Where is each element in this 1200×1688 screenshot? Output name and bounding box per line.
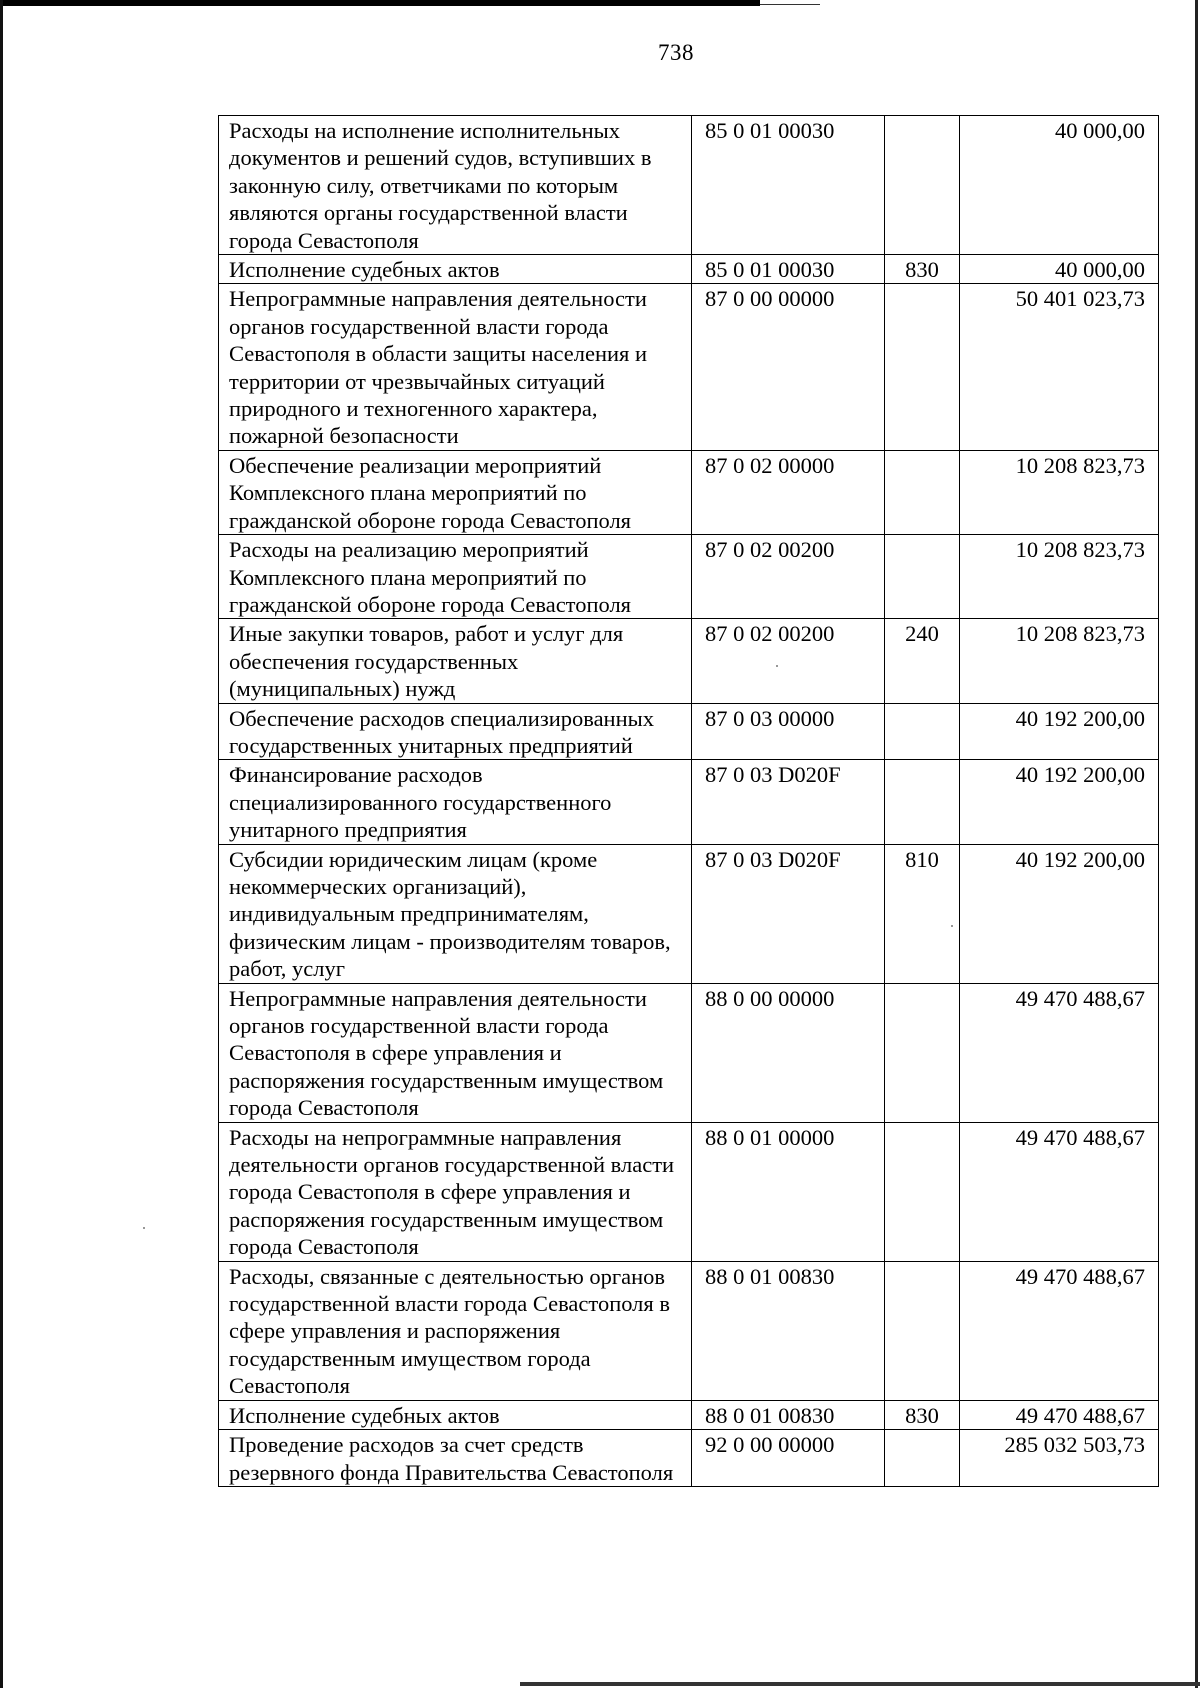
row-sum-cell: 285 032 503,73 <box>960 1430 1159 1487</box>
row-kind-cell <box>885 1122 960 1261</box>
row-name-cell: Обеспечение расходов специализированных государственных унитарных предприятий <box>219 703 692 760</box>
table-row <box>219 284 1159 450</box>
row-name-cell: Исполнение судебных актов <box>219 255 692 284</box>
row-code-cell: 87 0 03 D020F <box>692 844 885 983</box>
table-row <box>219 255 1159 284</box>
row-name-cell: Расходы, связанные с деятельностью органов государственной власти города Севастополя в сфере управления и распоряжения государственным имуществом города Севастополя <box>219 1261 692 1400</box>
row-code-cell: 87 0 00 00000 <box>692 284 885 450</box>
table-row <box>219 983 1159 1122</box>
row-kind-cell <box>885 450 960 534</box>
row-name-cell: Финансирование расходов специализированного государственного унитарного предприятия <box>219 760 692 844</box>
table-row <box>219 450 1159 534</box>
row-kind-cell <box>885 983 960 1122</box>
row-code-cell: 87 0 02 00200 <box>692 619 885 703</box>
row-sum-cell: 10 208 823,73 <box>960 450 1159 534</box>
row-sum-cell: 40 000,00 <box>960 116 1159 255</box>
row-kind-cell <box>885 535 960 619</box>
row-name-cell: Расходы на реализацию мероприятий Комплексного плана мероприятий по гражданской обороне города Севастополя <box>219 535 692 619</box>
row-code-cell: 88 0 01 00830 <box>692 1261 885 1400</box>
row-code-cell: 85 0 01 00030 <box>692 255 885 284</box>
table-row <box>219 1261 1159 1400</box>
row-kind-cell: 830 <box>885 1400 960 1429</box>
row-name-cell: Расходы на непрограммные направления деятельности органов государственной власти города Севастополя в сфере управления и распоряжения государственным имуществом города Севастополя <box>219 1122 692 1261</box>
row-kind-cell: 810 <box>885 844 960 983</box>
budget-table-body <box>219 116 1159 1487</box>
row-kind-cell <box>885 760 960 844</box>
table-row <box>219 1400 1159 1429</box>
row-sum-cell: 49 470 488,67 <box>960 1261 1159 1400</box>
row-name-cell: Иные закупки товаров, работ и услуг для обеспечения государственных (муниципальных) нужд <box>219 619 692 703</box>
row-sum-cell: 10 208 823,73 <box>960 619 1159 703</box>
row-kind-cell: 240 <box>885 619 960 703</box>
row-code-cell: 88 0 00 00000 <box>692 983 885 1122</box>
scan-edge-top <box>0 0 760 6</box>
row-sum-cell: 40 192 200,00 <box>960 844 1159 983</box>
row-sum-cell: 49 470 488,67 <box>960 983 1159 1122</box>
row-code-cell: 87 0 03 00000 <box>692 703 885 760</box>
table-row <box>219 703 1159 760</box>
table-row <box>219 116 1159 255</box>
row-name-cell: Обеспечение реализации мероприятий Комплексного плана мероприятий по гражданской обороне города Севастополя <box>219 450 692 534</box>
row-sum-cell: 40 192 200,00 <box>960 703 1159 760</box>
table-row <box>219 1430 1159 1487</box>
table-row <box>219 619 1159 703</box>
row-sum-cell: 10 208 823,73 <box>960 535 1159 619</box>
row-code-cell: 88 0 01 00000 <box>692 1122 885 1261</box>
row-sum-cell: 49 470 488,67 <box>960 1400 1159 1429</box>
row-kind-cell <box>885 1261 960 1400</box>
row-kind-cell <box>885 116 960 255</box>
row-code-cell: 87 0 02 00200 <box>692 535 885 619</box>
row-sum-cell: 50 401 023,73 <box>960 284 1159 450</box>
page-number: 738 <box>658 40 694 65</box>
table-row <box>219 535 1159 619</box>
row-name-cell: Проведение расходов за счет средств резервного фонда Правительства Севастополя <box>219 1430 692 1487</box>
budget-table <box>218 115 1159 1487</box>
row-code-cell: 88 0 01 00830 <box>692 1400 885 1429</box>
scan-speck <box>143 1227 145 1229</box>
row-name-cell: Субсидии юридическим лицам (кроме некоммерческих организаций), индивидуальным предпринимателям, физическим лицам - производителям товаров, работ, услуг <box>219 844 692 983</box>
scan-edge-bottom <box>520 1682 1200 1686</box>
row-kind-cell <box>885 284 960 450</box>
row-sum-cell: 40 192 200,00 <box>960 760 1159 844</box>
row-name-cell: Непрограммные направления деятельности органов государственной власти города Севастополя в области защиты населения и территории от чрезвычайных ситуаций природного и техногенного характера, пожарной безопасности <box>219 284 692 450</box>
scan-edge-top-tail <box>760 4 820 5</box>
row-kind-cell <box>885 703 960 760</box>
row-code-cell: 87 0 02 00000 <box>692 450 885 534</box>
row-sum-cell: 49 470 488,67 <box>960 1122 1159 1261</box>
table-row <box>219 760 1159 844</box>
scan-edge-right <box>1195 0 1198 1688</box>
scan-speck <box>951 925 953 927</box>
row-code-cell: 87 0 03 D020F <box>692 760 885 844</box>
scan-edge-left <box>0 0 3 1688</box>
row-name-cell: Непрограммные направления деятельности органов государственной власти города Севастополя в сфере управления и распоряжения государственным имуществом города Севастополя <box>219 983 692 1122</box>
row-kind-cell <box>885 1430 960 1487</box>
table-row <box>219 844 1159 983</box>
row-name-cell: Исполнение судебных актов <box>219 1400 692 1429</box>
row-code-cell: 92 0 00 00000 <box>692 1430 885 1487</box>
table-row <box>219 1122 1159 1261</box>
scan-speck <box>776 665 778 667</box>
row-code-cell: 85 0 01 00030 <box>692 116 885 255</box>
row-sum-cell: 40 000,00 <box>960 255 1159 284</box>
row-kind-cell: 830 <box>885 255 960 284</box>
row-name-cell: Расходы на исполнение исполнительных документов и решений судов, вступивших в законную силу, ответчиками по которым являются органы государственной власти города Севастополя <box>219 116 692 255</box>
